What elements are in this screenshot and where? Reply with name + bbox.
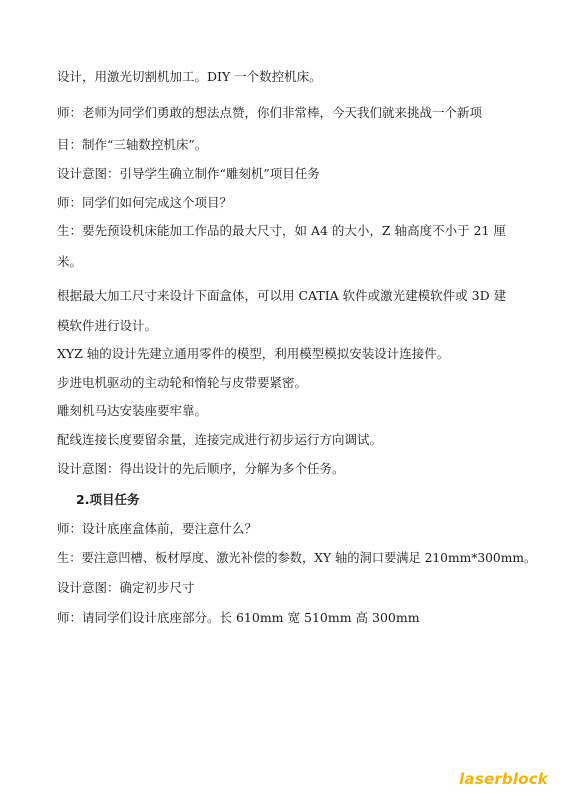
text-line: 设计意图：得出设计的先后顺序，分解为多个任务。 — [57, 461, 345, 476]
text-line: 师：设计底座盒体前，要注意什么？ — [57, 521, 258, 536]
text-line: 米。 — [57, 254, 83, 269]
text-line: 根据最大加工尺寸来设计下面盒体，可以用 CATIA 软件或激光建模软件或 3D 建 — [57, 288, 507, 303]
text-line: 生：要先预设机床能加工作品的最大尺寸，如 A4 的大小，Z 轴高度不小于 21 厘 — [57, 223, 506, 238]
text-line: 设计，用激光切割机加工。DIY 一个数控机床。 — [57, 69, 322, 84]
text-line: 生：要注意凹槽、板材厚度、激光补偿的参数，XY 轴的洞口要满足 210mm*300mm。 — [57, 551, 537, 565]
text-line: 步进电机驱动的主动轮和惰轮与皮带要紧密。 — [57, 375, 308, 390]
laserblock-logo: laserblock — [459, 770, 548, 788]
text-line: 师：请同学们设计底座部分。长 610mm 宽 510mm 高 300mm — [57, 610, 420, 625]
text-line: XYZ 轴的设计先建立通用零件的模型，利用模型模拟安装设计连接件。 — [57, 346, 450, 361]
text-line: 师：老师为同学们勇敢的想法点赞，你们非常棒，今天我们就来挑战一个新项 — [57, 105, 483, 120]
text-line: 雕刻机马达安装座要牢靠。 — [57, 403, 208, 418]
section-heading: 2.项目任务 — [76, 492, 140, 507]
text-line: 师：同学们如何完成这个项目？ — [57, 195, 233, 210]
text-line: 模软件进行设计。 — [57, 318, 158, 333]
text-line: 设计意图：引导学生确立制作“雕刻机”项目任务 — [57, 166, 320, 181]
text-line: 配线连接长度要留余量，连接完成进行初步运行方向调试。 — [57, 432, 383, 447]
text-line: 目：制作“三轴数控机床”。 — [57, 137, 208, 152]
text-line: 设计意图：确定初步尺寸 — [57, 580, 195, 595]
